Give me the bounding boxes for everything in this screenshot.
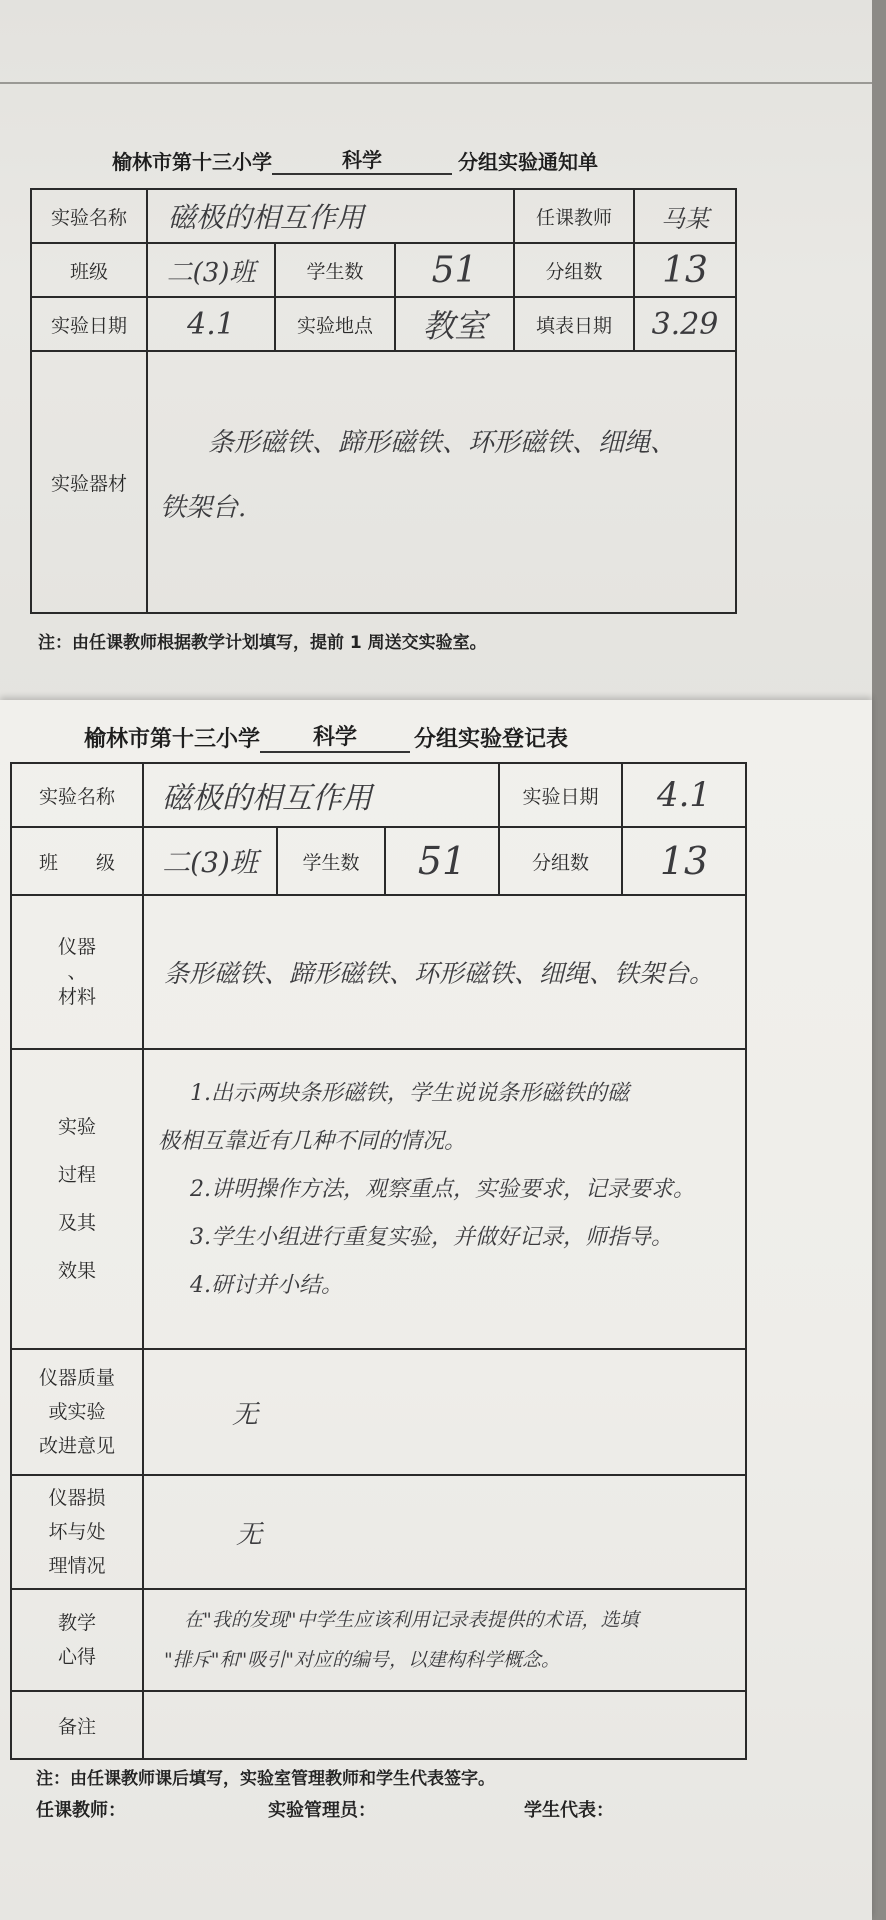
label-exp-name: 实验名称 <box>11 763 143 827</box>
subject-field: 科学 <box>260 720 410 753</box>
label-students: 学生数 <box>275 243 395 297</box>
label-quality-line: 改进意见 <box>38 1435 115 1457</box>
label-damage-line: 仪器损 <box>48 1487 106 1509</box>
value-students: 51 <box>395 243 514 297</box>
process-step-1: 1.出示两块条形磁铁，学生说说条形磁铁的磁 <box>190 1081 629 1106</box>
value-damage: 无 <box>143 1475 746 1589</box>
label-process-line: 实验 <box>57 1116 96 1138</box>
label-fill-date: 填表日期 <box>514 297 634 351</box>
label-class: 班 级 <box>11 827 143 895</box>
label-quality-line: 或实验 <box>48 1401 106 1423</box>
label-reflection-line: 教学 <box>57 1612 96 1634</box>
value-materials: 条形磁铁、蹄形磁铁、环形磁铁、细绳、铁架台。 <box>143 895 746 1049</box>
reflection-line-1: 在"我的发现"中学生应该利用记录表提供的术语，选填 <box>184 1609 639 1631</box>
materials-line-2: 铁架台. <box>160 493 247 523</box>
notice-title <box>112 144 598 175</box>
value-date: 4.1 <box>147 297 275 351</box>
label-materials-line: 、 <box>67 961 87 983</box>
value-teacher: 马某 <box>634 189 736 243</box>
label-process-line: 过程 <box>57 1164 96 1186</box>
value-fill-date: 3.29 <box>634 297 736 351</box>
materials-line-1: 条形磁铁、蹄形磁铁、环形磁铁、细绳、 <box>208 428 677 458</box>
signature-student: 学生代表： <box>524 1800 614 1821</box>
value-exp-name: 磁极的相互作用 <box>147 189 514 243</box>
value-remarks <box>143 1691 746 1759</box>
register-footnote: 注：由任课教师课后填写，实验室管理教师和学生代表签字。 <box>36 1769 495 1789</box>
form-title: 分组实验通知单 <box>458 150 598 174</box>
label-teacher: 任课教师 <box>514 189 634 243</box>
subject-field: 科学 <box>272 144 452 175</box>
label-groups: 分组数 <box>499 827 622 895</box>
process-step-2: 2.讲明操作方法，观察重点，实验要求，记录要求。 <box>190 1177 695 1202</box>
reflection-line-2: "排斥"和"吸引"对应的编号，以建构科学概念。 <box>164 1649 560 1671</box>
register-table <box>10 762 747 1760</box>
process-step-4: 4.研讨并小结。 <box>190 1273 343 1298</box>
value-class: 二(3)班 <box>147 243 275 297</box>
label-date: 实验日期 <box>499 763 622 827</box>
label-materials-line: 材料 <box>57 986 96 1008</box>
signature-teacher: 任课教师： <box>36 1800 126 1821</box>
label-process-line: 及其 <box>57 1212 96 1234</box>
register-sheet <box>0 700 872 1920</box>
label-damage <box>11 1475 143 1589</box>
label-exp-name: 实验名称 <box>31 189 147 243</box>
label-date: 实验日期 <box>31 297 147 351</box>
label-materials <box>11 895 143 1049</box>
form-title: 分组实验登记表 <box>414 727 569 752</box>
value-groups: 13 <box>622 827 746 895</box>
label-damage-line: 理情况 <box>48 1555 106 1577</box>
label-quality <box>11 1349 143 1475</box>
label-quality-line: 仪器质量 <box>38 1367 115 1389</box>
value-groups: 13 <box>634 243 736 297</box>
label-remarks: 备注 <box>11 1691 143 1759</box>
process-step-1-cont: 极相互靠近有几种不同的情况。 <box>158 1129 467 1154</box>
label-process-line: 效果 <box>57 1260 96 1282</box>
value-process <box>143 1049 746 1349</box>
label-groups: 分组数 <box>514 243 634 297</box>
value-class: 二(3)班 <box>143 827 277 895</box>
value-exp-name: 磁极的相互作用 <box>143 763 499 827</box>
label-reflection-line: 心得 <box>57 1646 96 1668</box>
school-name: 榆林市第十三小学 <box>84 727 261 752</box>
label-materials: 实验器材 <box>31 351 147 613</box>
value-students: 51 <box>385 827 499 895</box>
label-process <box>11 1049 143 1349</box>
sheet-fold-line <box>0 82 872 84</box>
label-materials-line: 仪器 <box>57 936 96 958</box>
value-materials <box>147 351 736 613</box>
label-students: 学生数 <box>277 827 385 895</box>
notice-table <box>30 188 737 614</box>
label-class: 班级 <box>31 243 147 297</box>
school-name: 榆林市第十三小学 <box>112 150 272 174</box>
value-place: 教室 <box>395 297 514 351</box>
signature-admin: 实验管理员： <box>268 1800 376 1821</box>
label-damage-line: 坏与处 <box>48 1521 106 1543</box>
label-place: 实验地点 <box>275 297 395 351</box>
value-quality: 无 <box>143 1349 746 1475</box>
process-step-3: 3.学生小组进行重复实验，并做好记录，师指导。 <box>190 1225 673 1250</box>
value-date: 4.1 <box>622 763 746 827</box>
notice-footnote: 注：由任课教师根据教学计划填写，提前 1 周送交实验室。 <box>38 633 487 653</box>
value-reflection <box>143 1589 746 1691</box>
label-reflection <box>11 1589 143 1691</box>
register-title <box>84 720 568 753</box>
notice-sheet <box>0 0 872 720</box>
